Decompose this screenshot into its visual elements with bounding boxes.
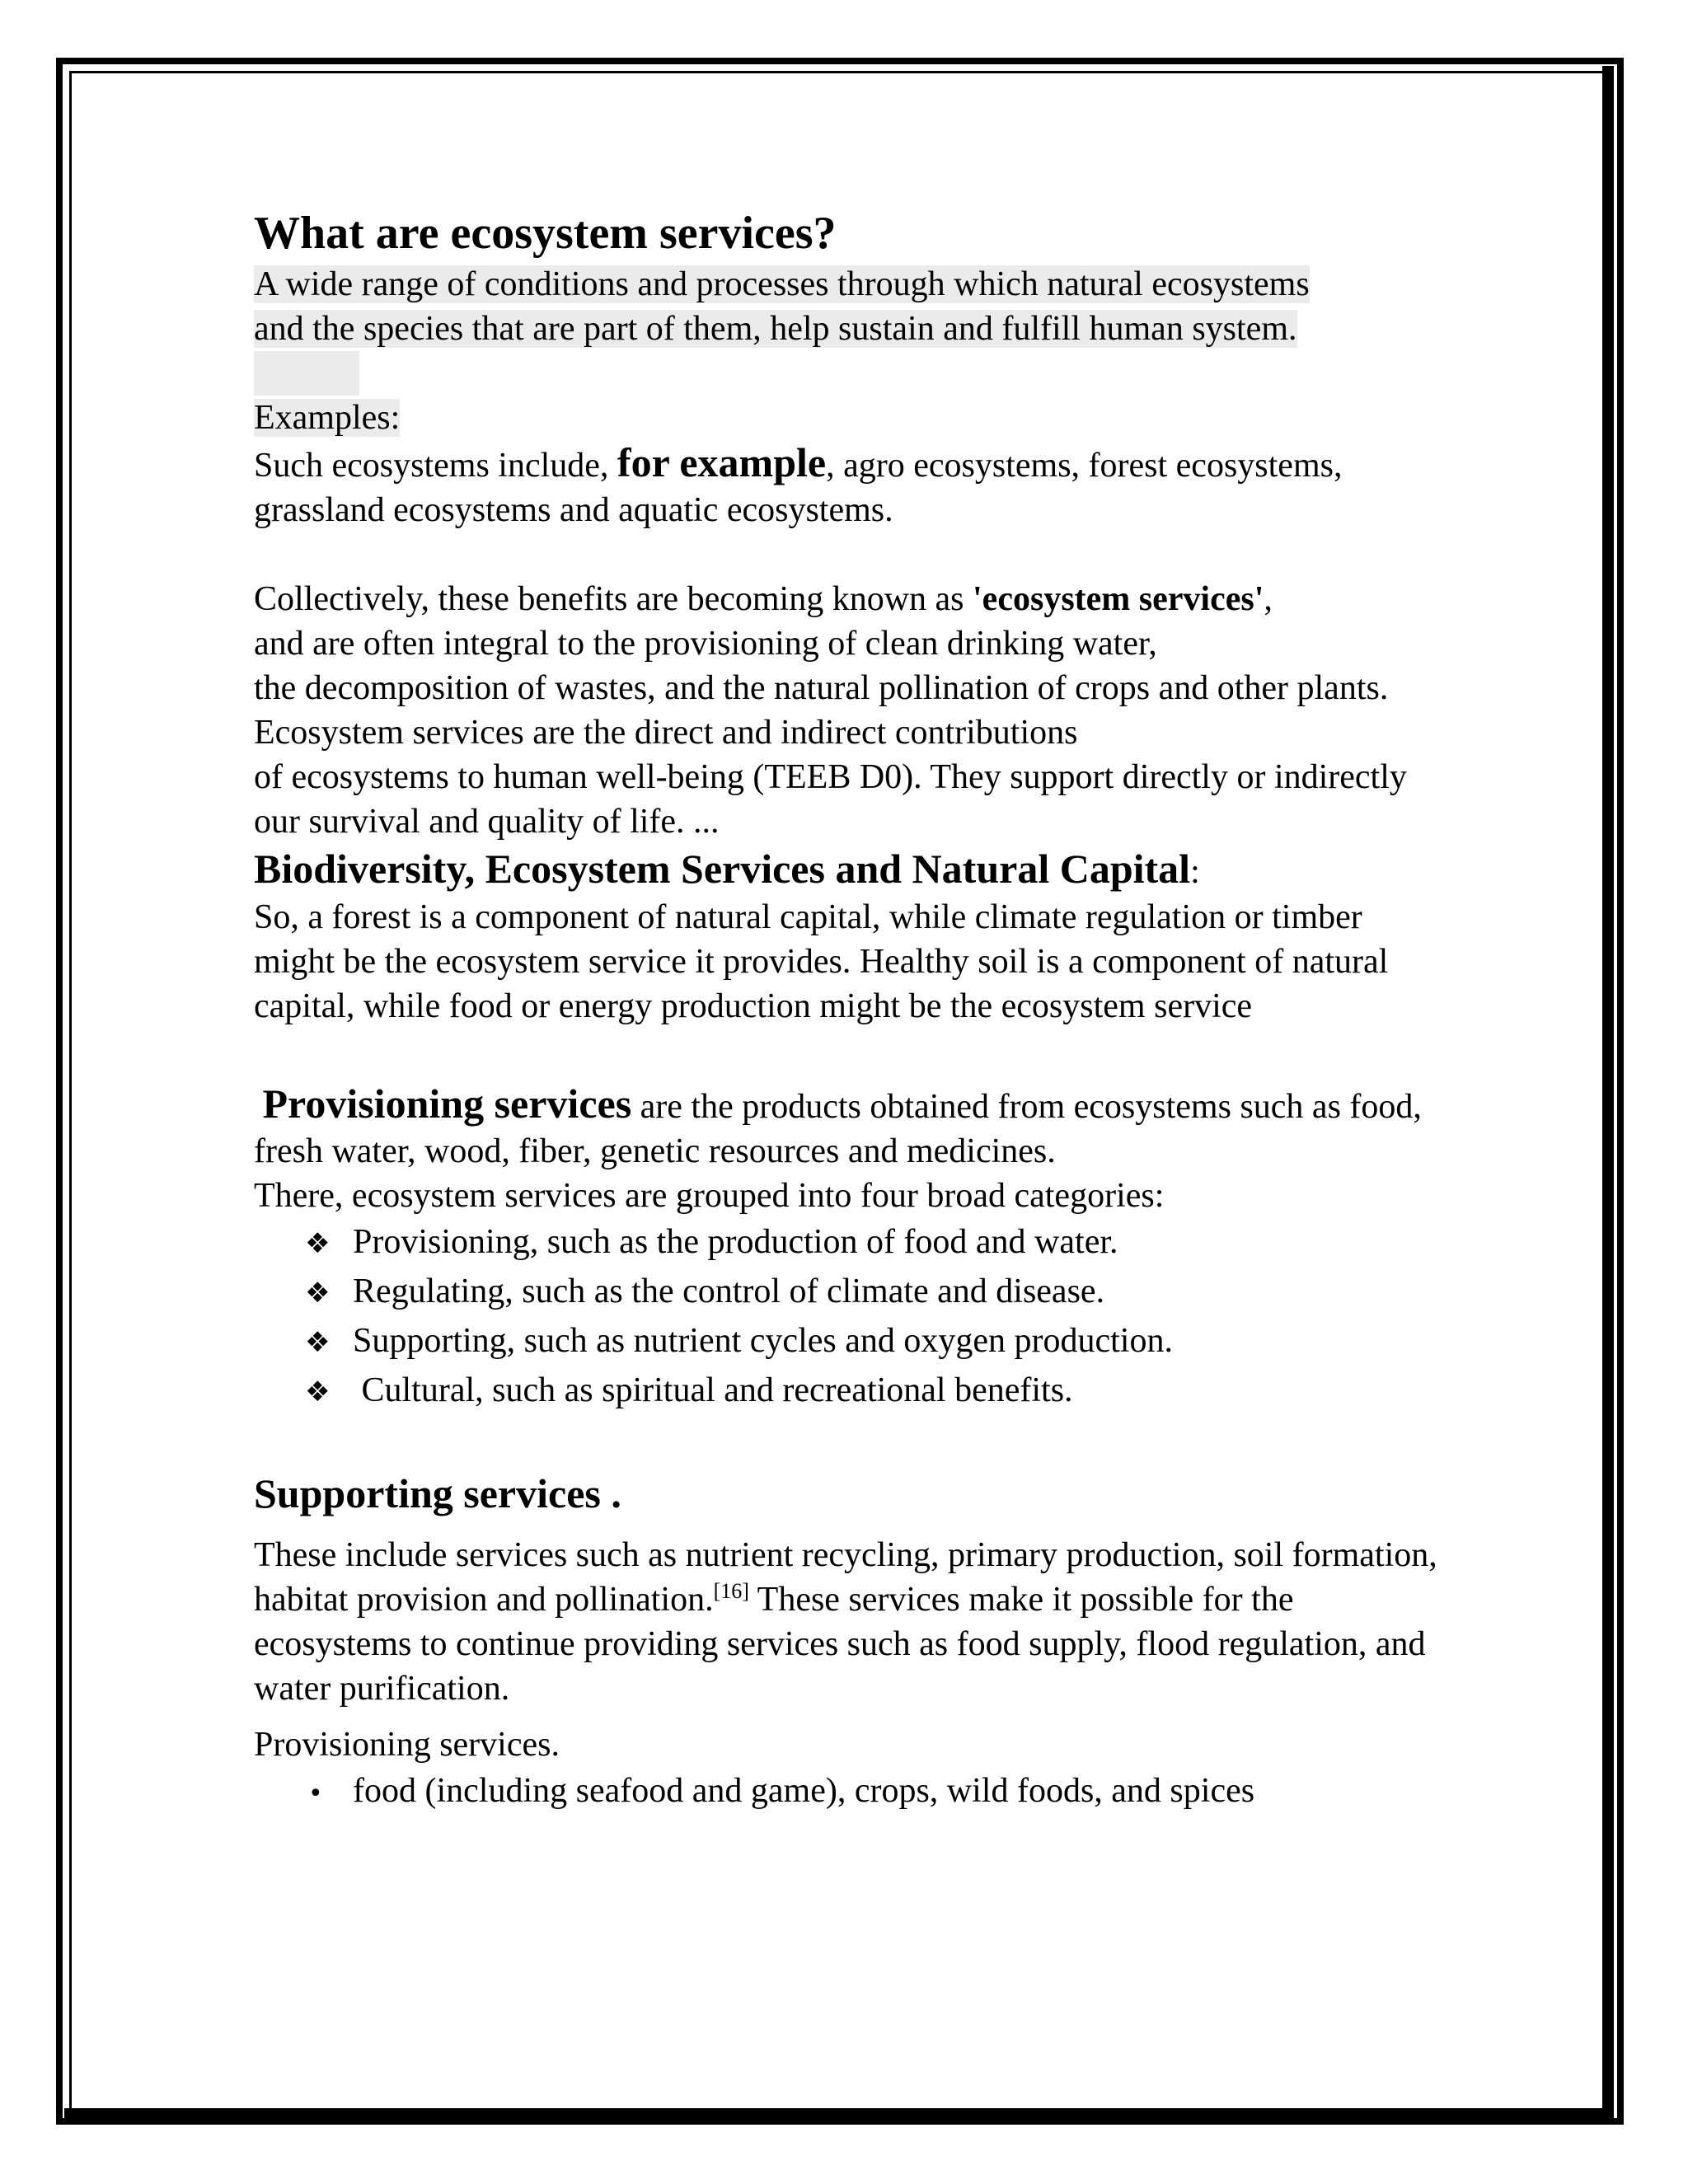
categories-intro: There, ecosystem services are grouped into four broad categories: (254, 1177, 1165, 1215)
definition-line-2: of ecosystems to human well-being (TEEB D0). They support directly or indirectly our survival and quality of life. ... (254, 758, 1407, 841)
biodiversity-heading: Biodiversity, Ecosystem Services and Natural Capital: (254, 846, 1200, 892)
supporting-paragraph: These include services such as nutrient recycling, primary production, soil formation, habitat provision and pollination.[16] These services make it possible for the ecosystems to continue providing services such as food supply, flood regulation, and water purification. (254, 1536, 1437, 1708)
diamond-bullet-icon: ❖ (305, 1227, 331, 1260)
page-border-shadow-right (1602, 66, 1614, 2120)
definition-line-1: Ecosystem services are the direct and indirect contributions (254, 714, 1078, 752)
examples-pre: Such ecosystems include, (254, 447, 617, 485)
list-item: ❖ Regulating, such as the control of climate and disease. (305, 1268, 1457, 1317)
biodiversity-paragraph: So, a forest is a component of natural capital, while climate regulation or timber might be the ecosystem service it provides. Healthy soil is a component of natural capital, while food or energy production might be the ecosystem service (254, 898, 1389, 1025)
categories-list (254, 1218, 1457, 1416)
diamond-bullet-icon: ❖ (305, 1376, 331, 1408)
provisioning-rest: are the products obtained from ecosystems such as food, fresh water, wood, fiber, genetic resources and medicines. (254, 1088, 1422, 1170)
list-item: ❖ Cultural, such as spiritual and recreational benefits. (305, 1366, 1457, 1416)
definition-paragraph (254, 710, 1424, 844)
intro-paragraph (254, 262, 1457, 351)
list-item: • food (including seafood and game), crops, wild foods, and spices (305, 1767, 1457, 1818)
intro-line-1: A wide range of conditions and processes through which natural ecosystems (254, 265, 1310, 303)
diamond-bullet-icon: ❖ (305, 1326, 331, 1359)
page-title: What are ecosystem services? (254, 208, 837, 259)
list-item: ❖ Provisioning, such as the production of food and water. (305, 1218, 1457, 1268)
provisioning-list (254, 1767, 1457, 1818)
collectively-pre: Collectively, these benefits are becoming known as (254, 580, 973, 618)
list-item: ❖ Supporting, such as nutrient cycles and oxygen production. (305, 1317, 1457, 1366)
examples-post: , agro ecosystems, forest ecosystems, grassland ecosystems and aquatic ecosystems. (254, 447, 1343, 529)
intro-line-2: and the species that are part of them, help sustain and fulfill human system. (254, 310, 1297, 348)
provisioning-bold: Provisioning services (262, 1080, 632, 1127)
examples-label: Examples: (254, 399, 401, 437)
supporting-heading: Supporting services . (254, 1470, 621, 1516)
collectively-bold: 'ecosystem services' (973, 580, 1264, 618)
provisioning-list-label: Provisioning services. (254, 1726, 560, 1764)
document-body (254, 204, 1457, 1818)
examples-emphasis: for example (617, 439, 827, 485)
collectively-line-2: and are often integral to the provisioning of clean drinking water, (254, 625, 1157, 663)
citation-ref[interactable]: [16] (713, 1579, 749, 1603)
examples-paragraph (254, 440, 1367, 532)
diamond-bullet-icon: ❖ (305, 1277, 331, 1310)
shaded-blank-line (254, 351, 1457, 396)
provisioning-paragraph (254, 1081, 1432, 1174)
bullet-icon: • (308, 1779, 323, 1808)
collectively-paragraph: Collectively, these benefits are becoming known as 'ecosystem services', and are often integral to the provisioning of clean drinking water, the decomposition of wastes, and the natural pollination of crops and other plants. (254, 580, 1389, 707)
collectively-line-3: the decomposition of wastes, and the natural pollination of crops and other plants. (254, 669, 1389, 707)
page-border-shadow-bottom (64, 2108, 1614, 2120)
